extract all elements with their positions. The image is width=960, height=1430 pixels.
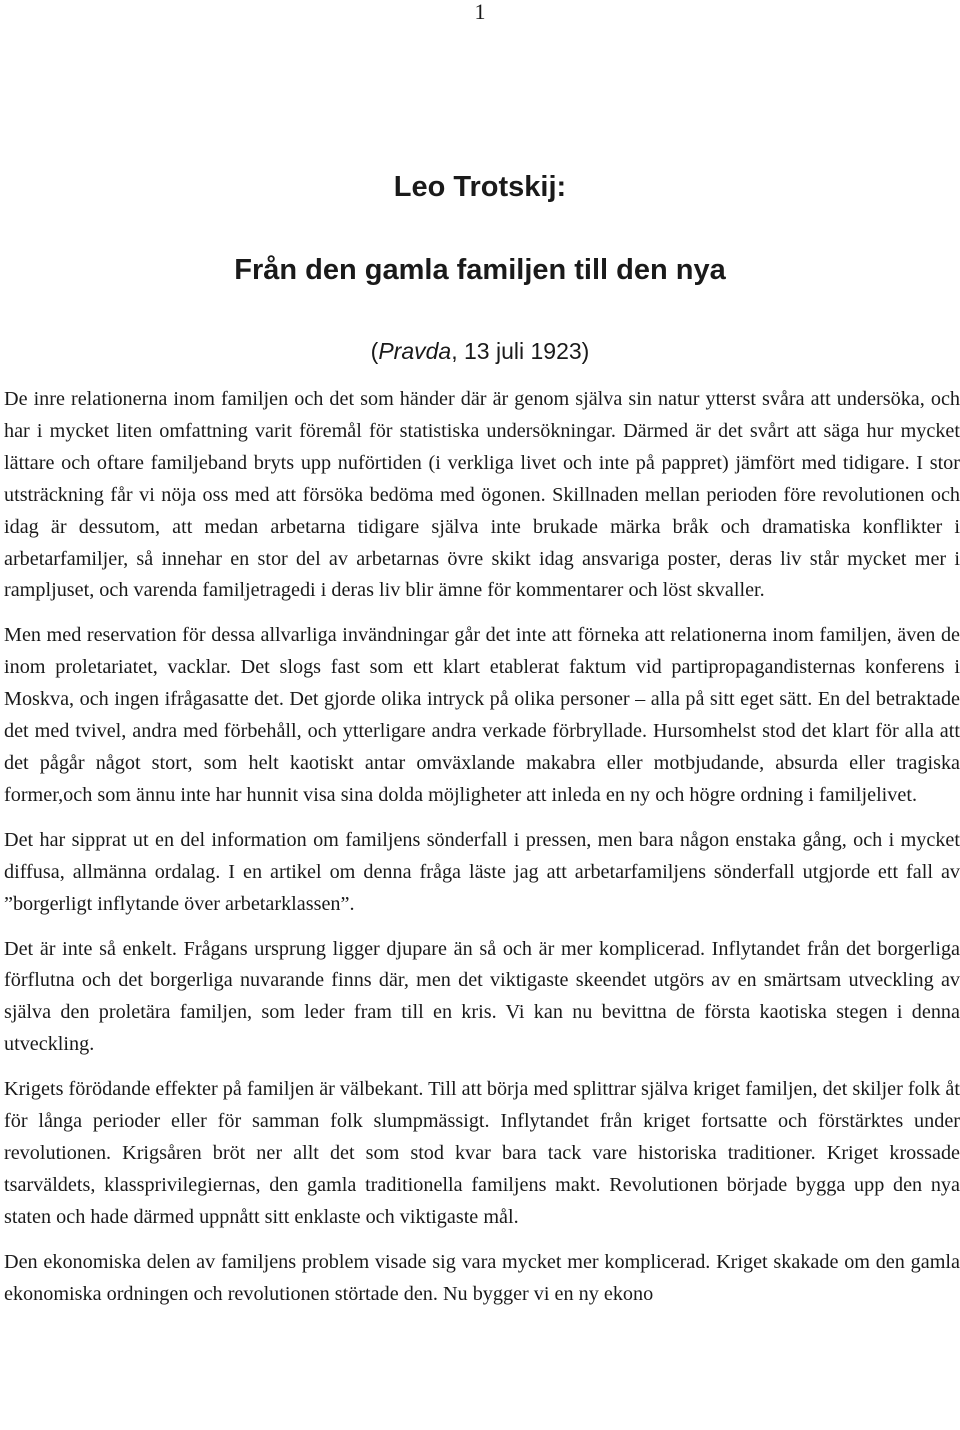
source-publication: Pravda bbox=[378, 338, 452, 364]
page-number: 1 bbox=[474, 0, 486, 24]
source-date: , 13 juli 1923) bbox=[451, 338, 590, 364]
paragraph-3: Det har sipprat ut en del information om familjens sönderfall i pressen, men bara någon enstaka gång, och i mycket diffusa, allmänna ordalag. I en artikel om denna fråga läste jag att arbetarfamiljens sönderfall utgjorde ett fall av ”borgerligt inflytande över arbetarklassen”. bbox=[4, 828, 960, 915]
paragraph-4: Det är inte så enkelt. Frågans ursprung ligger djupare än så och är mer komplicerad. Inflytandet från det borgerliga förflutna och det borgerliga nuvarande finns där, men det viktigaste skeendet utgörs av en smärtsam utveckling av själva den proletära familjen, som leder fram till en kris. Vi kan nu bevittna de första kaotiska stegen i denna utveckling. bbox=[4, 937, 960, 1056]
paragraph-2: Men med reservation för dessa allvarliga invändningar går det inte att förneka att relationerna inom familjen, även de inom proletariatet, vacklar. Det slogs fast som ett klart etablerat faktum vid partipropagandisternas konferens i Moskva, och ingen ifrågasatte det. Det gjorde olika intryck på olika personer – alla på sitt eget sätt. En del betraktade det med tvivel, andra med förbehåll, och ytterligare andra verkade förbryllade. Hursomhelst stod det klart för alla att det pågår något stort, som helt kaotiskt antar omväxlande makabra eller motbjudande, absurda eller tragiska former,och som ännu inte har hunnit visa sina dolda möjligheter att inleda en ny och högre ordning i familjelivet. bbox=[4, 624, 960, 806]
source-citation bbox=[0, 336, 960, 366]
source-open-paren: ( bbox=[370, 338, 379, 364]
paragraph-5: Krigets förödande effekter på familjen är välbekant. Till att börja med splittrar själva kriget familjen, det skiljer folk åt för långa perioder eller för samman folk slumpmässigt. Inflytandet från kriget fortsatte och förstärktes under revolutionen. Krigsåren bröt ner allt det som stod kvar bara tack vare historiska traditioner. Kriget krossade tsarväldets, klassprivilegiernas, den gamla traditionella familjens makt. Revolutionen började bygga upp den nya staten och hade därmed uppnått sitt enklaste och viktigaste mål. bbox=[4, 1078, 960, 1228]
paragraph-1: De inre relationerna inom familjen och det som händer där är genom själva sin natur ytterst svåra att undersöka, och har i mycket liten omfattning varit föremål för statistiska undersökningar. Därmed är det svårt att säga hur mycket lättare och oftare familjeband bryts upp nuförtiden (i verkliga livet och inte på pappret) jämfört med tidigare. I stor utsträckning får vi nöja oss med att försöka bedöma med ögonen. Skillnaden mellan perioden före revolutionen och idag är dessutom, att medan arbetarna tidigare själva inte brukade märka bråk och dramatiska konflikter i arbetarfamiljer, så innehar en stor del av arbetarnas övre skikt idag ansvariga poster, deras liv står mycket mer i rampljuset, och varenda familjetragedi i deras liv blir ämne för kommentarer och löst skvaller. bbox=[4, 388, 960, 602]
article-author-heading: Leo Trotskij: bbox=[393, 171, 567, 203]
article-title: Från den gamla familjen till den nya bbox=[234, 254, 726, 286]
article-body bbox=[4, 384, 960, 1323]
paragraph-6: Den ekonomiska delen av familjens problem visade sig vara mycket mer komplicerad. Kriget skakade om den gamla ekonomiska ordningen och revolutionen störtade den. Nu bygger vi en ny ekono bbox=[4, 1250, 960, 1305]
